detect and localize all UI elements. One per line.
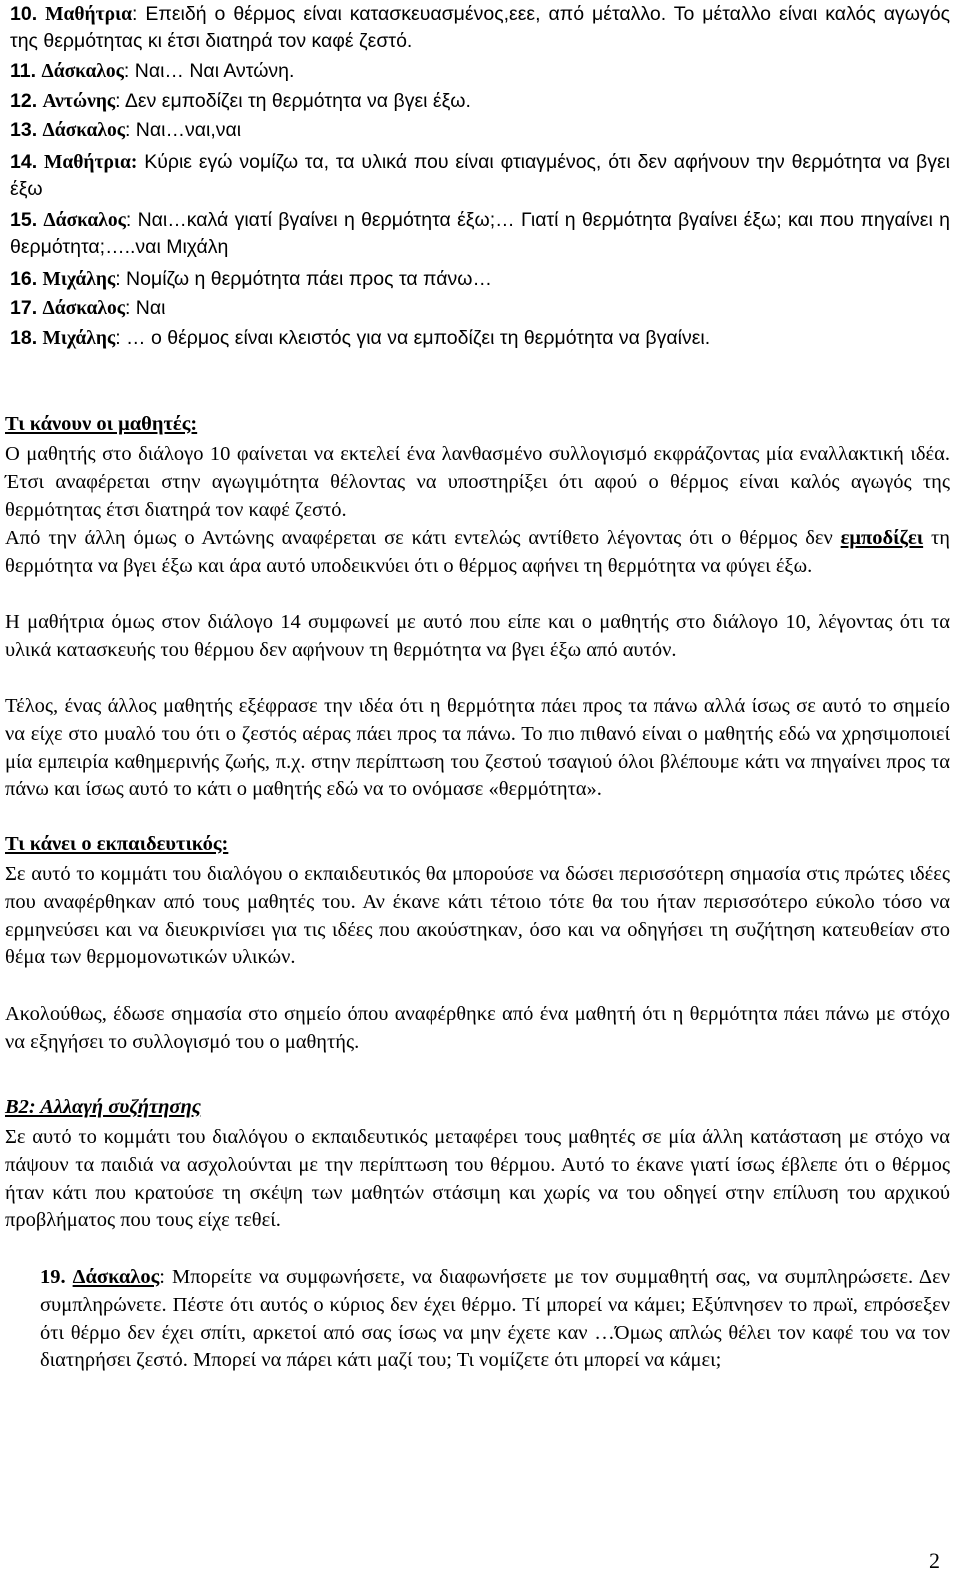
line-number: 16. xyxy=(10,268,38,290)
line-number: 14. xyxy=(10,151,38,173)
line-number: 15. xyxy=(10,209,38,231)
dialogue-text: … ο θέρμος είναι κλειστός για να εμποδίζει τη θερμότητα να βγαίνει. xyxy=(120,327,711,349)
speaker-name: Δάσκαλος xyxy=(41,61,124,82)
page-number: 2 xyxy=(929,1548,940,1573)
dialogue-text: Δεν εμποδίζει τη θερμότητα να βγει έξω. xyxy=(120,90,471,112)
speaker-name: Δάσκαλος xyxy=(42,298,125,319)
speaker-name: Δάσκαλος xyxy=(43,210,126,231)
dialogue-text: Κύριε εγώ νομίζω τα, τα υλικά που είναι φτιαγμένος, ότι δεν αφήνουν την θερμότητα να βγει έξω xyxy=(10,151,950,200)
emphasized-word: εμποδίζει xyxy=(840,527,924,549)
dialogue-line-11 xyxy=(10,58,950,85)
dialogue-line-12 xyxy=(10,88,950,115)
dialogue-line-14 xyxy=(10,149,950,203)
section-heading-students: Τι κάνουν οι μαθητές: xyxy=(5,413,198,435)
paragraph-text: τη θερμότητα να βγει έξω και άρα αυτό υποδεικνύει ότι ο θέρμος αφήνει τη θερμότητα να φύγει έξω. xyxy=(5,527,950,577)
speaker-name: Δάσκαλος xyxy=(42,120,125,141)
line-number: 12. xyxy=(10,90,38,112)
line-number: 13. xyxy=(10,119,38,141)
section-heading-b2: Β2: Αλλαγή συζήτησης xyxy=(5,1096,201,1118)
dialogue-line-15 xyxy=(10,207,950,261)
paragraph-teacher-1: Σε αυτό το κομμάτι του διαλόγου ο εκπαιδευτικός θα μπορούσε να δώσει περισσότερη σημασία στις πρώτες ιδέες που αναφέρθηκαν από τους μαθητές του. Αν έκανε κάτι τέτοιο τότε θα του ήταν περισσότερο εύκολο τόσο να ερμηνεύσει και να διευκρινίσει για τις ιδέες που ακούστηκαν, όσο και να οδηγήσει τη συζήτηση κατευθείαν στο θέμα των θερμομονωτικών υλικών. xyxy=(5,863,950,969)
separator: : xyxy=(115,90,121,112)
speaker-name: Δάσκαλος xyxy=(72,1266,160,1288)
line-number: 18. xyxy=(10,327,38,349)
paragraph-students-1: Ο μαθητής στο διάλογο 10 φαίνεται να εκτελεί ένα λανθασμένο συλλογισμό εκφράζοντας μία εναλλακτική ιδέα. Έτσι αναφέρεται στην αγωγιμότητα θέλοντας να υποστηρίξει ότι αφού ο θέρμος είναι καλός αγωγός της θερμότητας έτσι διατηρά τον καφέ ζεστό. xyxy=(5,443,950,521)
dialogue-text: Ναι…ναι,ναι xyxy=(130,119,242,141)
section-heading-teacher: Τι κάνει ο εκπαιδευτικός: xyxy=(5,833,229,855)
dialogue-text: : Μπορείτε να συμφωνήσετε, να διαφωνήσετε με τον συμμαθητή σας, να συμπληρώσετε. Δεν συμπληρώνετε. Πέστε ότι αυτός ο κύριος δεν έχει θέρμο. Τί μπορεί να κάμει; Εξύπνησεν το πρωϊ, επρόσεξεν ότι θέρμο δεν έχει σπίτι, αρκετοί από σας ίσως να μην έχετε καν …Όμως απλώς θέλει τον καφέ του να τον διατηρήσει ζεστό. Μπορεί να πάρει κάτι μαζί του; Τι νομίζετε ότι μπορεί να κάμει; xyxy=(40,1266,950,1372)
separator: : xyxy=(131,3,138,25)
line-number: 11. xyxy=(10,60,37,82)
speaker-name: Μαθήτρια xyxy=(45,4,132,25)
separator: : xyxy=(125,209,132,231)
speaker-name: Μαθήτρια: xyxy=(43,152,138,173)
line-number: 19. xyxy=(40,1266,66,1288)
dialogue-line-13 xyxy=(10,117,950,144)
paragraph-b2: Σε αυτό το κομμάτι του διαλόγου ο εκπαιδευτικός μεταφέρει τους μαθητές σε μία άλλη κατάσταση με στόχο να πάψουν τα παιδιά να ασχολούνται με την περίπτωση του θέρμου. Αυτό το έκανε γιατί ίσως έβλεπε ότι ο θέρμος ήταν κάτι που κρατούσε τη σκέψη των μαθητών στάσιμη και χωρίς να του οδηγεί στην επίλυση του αρχικού προβλήματος που τους είχε τεθεί. xyxy=(5,1126,950,1232)
line-number: 17. xyxy=(10,297,38,319)
separator: : xyxy=(115,327,121,349)
speaker-name: Μιχάλης xyxy=(42,269,116,290)
separator: : xyxy=(123,60,130,82)
dialogue-text: Ναι xyxy=(130,297,166,319)
paragraph-students-3: Η μαθήτρια όμως στον διάλογο 14 συμφωνεί με αυτό που είπε και ο μαθητής στο διάλογο 10, λέγοντας ότι τα υλικά κατασκευής του θέρμου δεν αφήνουν τη θερμότητα να βγει έξω από αυτόν. xyxy=(5,611,950,661)
dialogue-text: Ναι… Ναι Αντώνη. xyxy=(129,60,295,82)
line-number: 10. xyxy=(10,3,38,25)
dialogue-line-16 xyxy=(10,266,950,293)
speaker-name: Αντώνης xyxy=(42,91,116,112)
separator: : xyxy=(115,268,121,290)
separator: : xyxy=(124,297,131,319)
paragraph-text: Από την άλλη όμως ο Αντώνης αναφέρεται σε κάτι εντελώς αντίθετο λέγοντας ότι ο θέρμος δεν xyxy=(5,527,841,549)
dialogue-line-19 xyxy=(40,1264,950,1375)
paragraph-teacher-2: Ακολούθως, έδωσε σημασία στο σημείο όπου αναφέρθηκε από ένα μαθητή ότι η θερμότητα πάει πάνω με στόχο να εξηγήσει το συλλογισμό του ο μαθητής. xyxy=(5,1003,950,1053)
dialogue-line-18 xyxy=(10,325,950,352)
dialogue-text: Ναι…καλά γιατί βγαίνει η θερμότητα έξω;… Γιατί η θερμότητα βγαίνει έξω; και που πηγαίνει η θερμότητα;…..ναι Μιχάλη xyxy=(10,209,950,258)
dialogue-text: Επειδή ο θέρμος είναι κατασκευασμένος,εεε, από μέταλλο. Το μέταλλο είναι καλός αγωγός της θερμότητας κι έτσι διατηρά τον καφέ ζεστό. xyxy=(10,3,950,52)
dialogue-line-17 xyxy=(10,295,950,322)
dialogue-text: Νομίζω η θερμότητα πάει προς τα πάνω… xyxy=(120,268,492,290)
paragraph-students-4: Τέλος, ένας άλλος μαθητής εξέφρασε την ιδέα ότι η θερμότητα πάει προς τα πάνω αλλά ίσως σε αυτό το σημείο να είχε στο μυαλό του ότι ο ζεστός αέρας πάει προς τα πάνω. Το πιο πιθανό είναι ο μαθητής εδώ να χρησιμοποιεί μία εμπειρία καθημερινής ζωής, π.χ. στην περίπτωση του ζεστού τσαγιού όλοι βλέπουμε κάτι να πηγαίνει προς τα πάνω και ίσως αυτό το κάτι ο μαθητής εδώ να το ονόμασε «θερμότητα». xyxy=(5,695,950,801)
speaker-name: Μιχάλης xyxy=(42,328,116,349)
paragraph-students-2 xyxy=(5,525,950,581)
dialogue-line-10 xyxy=(10,1,950,55)
separator: : xyxy=(124,119,131,141)
